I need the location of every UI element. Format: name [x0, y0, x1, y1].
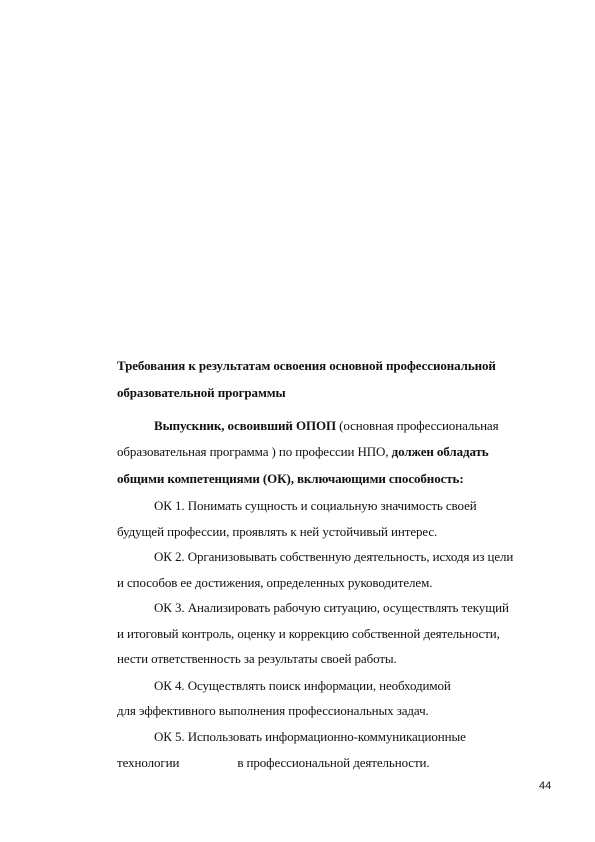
ok3-line-1: ОК 3. Анализировать рабочую ситуацию, осуществлять текущий — [154, 600, 509, 615]
ok5-line-2 — [117, 755, 430, 771]
intro-bold-subject: Выпускник, освоивший ОПОП — [154, 418, 337, 433]
intro-program-text: образовательная программа ) по профессии НПО, — [117, 444, 392, 459]
ok3-line-2: и итоговый контроль, оценку и коррекцию собственной деятельности, — [117, 626, 500, 641]
ok2-line-1: ОК 2. Организовывать собственную деятельность, исходя из цели — [154, 549, 514, 564]
ok1-line-1: ОК 1. Понимать сущность и социальную значимость своей — [154, 498, 477, 513]
ok4-line-1: ОК 4. Осуществлять поиск информации, необходимой — [154, 678, 451, 693]
ok2-line-2: и способов ее достижения, определенных руководителем. — [117, 575, 433, 590]
intro-line-1 — [154, 418, 498, 434]
section-heading-line-2: образовательной программы — [117, 385, 286, 400]
intro-bold-must: должен обладать — [391, 444, 489, 459]
intro-line-2 — [117, 444, 489, 460]
page-number: 44 — [539, 780, 552, 792]
section-heading-line-1: Требования к результатам освоения основной профессиональной — [117, 358, 496, 373]
ok5-technologies-word: технологии — [117, 755, 180, 770]
intro-line-3: общими компетенциями (ОК), включающими способность: — [117, 471, 464, 486]
ok5-activity-text: в профессиональной деятельности. — [237, 755, 430, 770]
ok1-line-2: будущей профессии, проявлять к ней устойчивый интерес. — [117, 524, 438, 539]
ok3-line-3: нести ответственность за результаты своей работы. — [117, 651, 397, 666]
ok4-line-2: для эффективного выполнения профессиональных задач. — [117, 703, 429, 718]
intro-parenthetical: (основная профессиональная — [336, 418, 499, 433]
ok5-line-1: ОК 5. Использовать информационно-коммуникационные — [154, 729, 466, 744]
